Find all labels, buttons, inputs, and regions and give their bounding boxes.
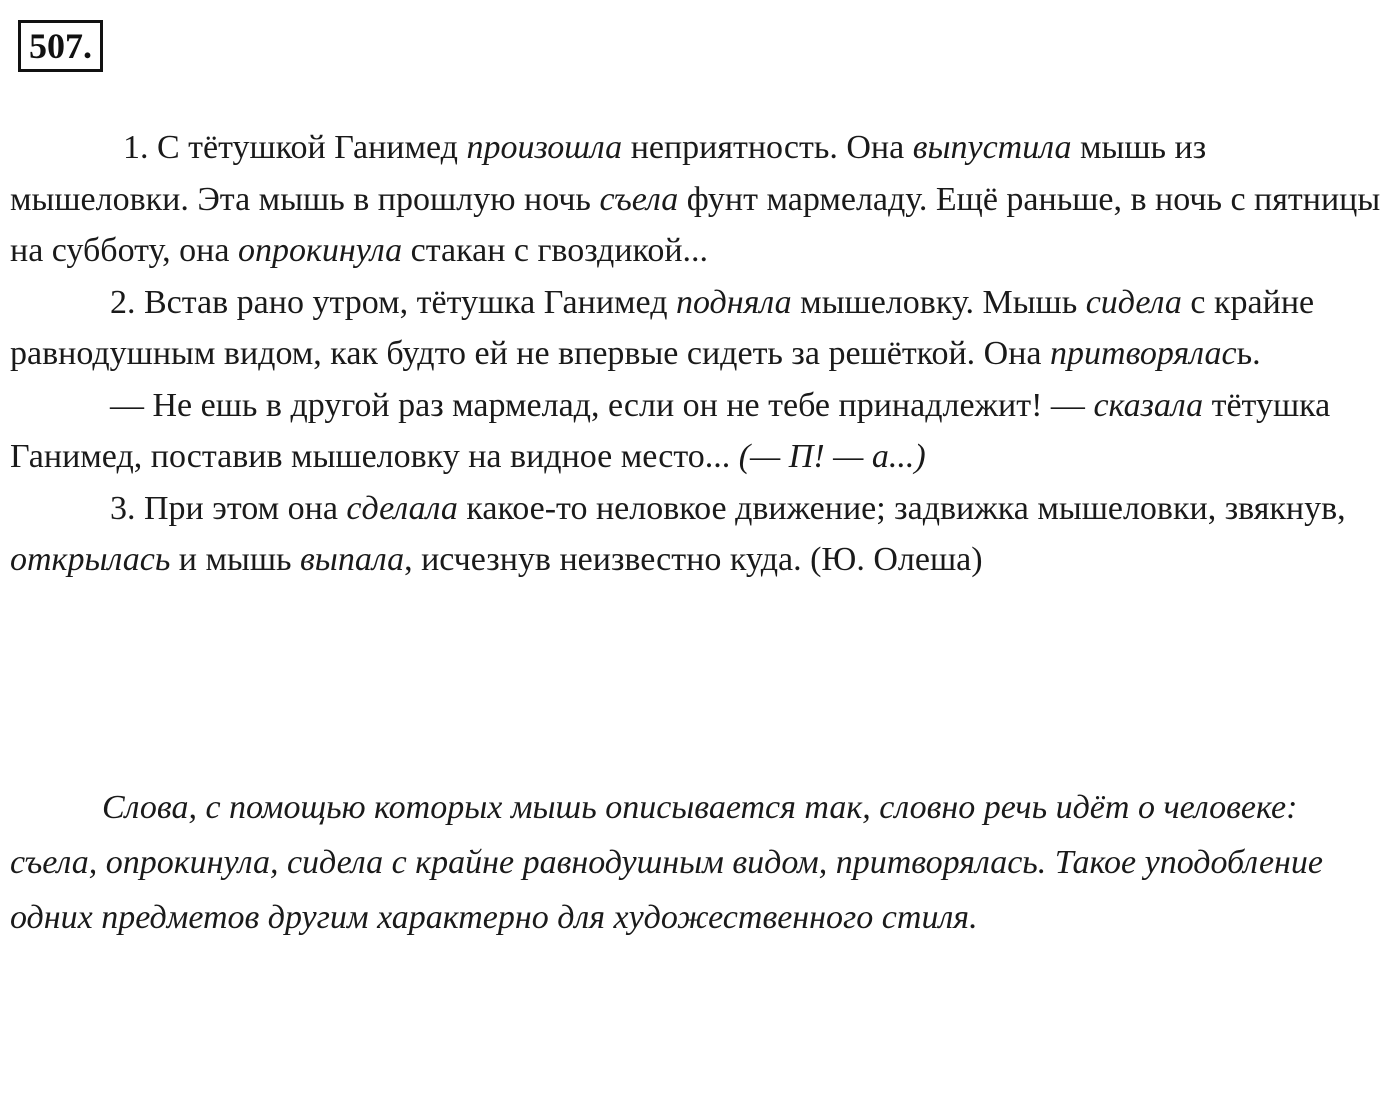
text-span: мышеловку. Мышь xyxy=(791,283,1086,321)
text-span: мышь из мышеловки. Эта мышь в прошлую ночь xyxy=(10,129,1207,218)
text-span: фунт мармеладу. Ещё раньше, в ночь с пятницы на субботу, она xyxy=(10,180,1381,269)
text-span: стакан с гвоздикой... xyxy=(402,232,709,269)
paragraph-3 xyxy=(10,380,1382,483)
italic-remark: (— П! — а...) xyxy=(738,438,926,475)
exercise-text xyxy=(10,122,1382,586)
paragraph-4 xyxy=(10,483,1382,586)
text-span: и мышь xyxy=(170,541,301,578)
text-span: какое-то неловкое движение; задвижка мышеловки, звякнув, xyxy=(457,489,1346,527)
text-span: , исчезнув неизвестно куда. (Ю. Олеша) xyxy=(404,541,983,578)
highlighted-verb: выпустила xyxy=(912,129,1072,166)
text-span: неприятность. Она xyxy=(622,129,913,166)
text-span: 1. С тётушкой Ганимед xyxy=(123,129,467,166)
highlighted-verb: выпала xyxy=(300,541,405,578)
exercise-number: 507. xyxy=(18,20,103,72)
answer-text: Слова, с помощью которых мышь описывается так, словно речь идёт о человеке: съела, опрокинула, сидела с крайне равнодушным видом, притворялась. Такое уподобление одних предметов другим характерно для художественного стиля. xyxy=(10,789,1324,936)
highlighted-verb: произошла xyxy=(466,129,623,166)
highlighted-verb: открылась xyxy=(10,541,171,578)
highlighted-verb: съела xyxy=(599,180,679,218)
paragraph-1 xyxy=(10,122,1382,277)
highlighted-verb: сделала xyxy=(346,489,458,527)
highlighted-verb: сказала xyxy=(1093,386,1204,424)
highlighted-verb: подняла xyxy=(676,283,792,321)
paragraph-2 xyxy=(10,277,1382,380)
text-span: ь. xyxy=(1236,335,1261,372)
text-span: — Не ешь в другой раз мармелад, если он не тебе принадлежит! — xyxy=(110,386,1094,424)
highlighted-verb: опрокинула xyxy=(237,232,403,269)
highlighted-verb: сидела xyxy=(1085,283,1182,321)
highlighted-verb: притворялас xyxy=(1050,335,1237,372)
text-span: 2. Встав рано утром, тётушка Ганимед xyxy=(110,283,676,321)
text-span: тётушка Ганимед, поставив мышеловку на видное место... xyxy=(10,386,1331,475)
text-span: с крайне равнодушным видом, как будто ей не впервые сидеть за решёткой. Она xyxy=(10,283,1315,372)
answer-block xyxy=(10,780,1386,945)
text-span: 3. При этом она xyxy=(110,489,347,527)
